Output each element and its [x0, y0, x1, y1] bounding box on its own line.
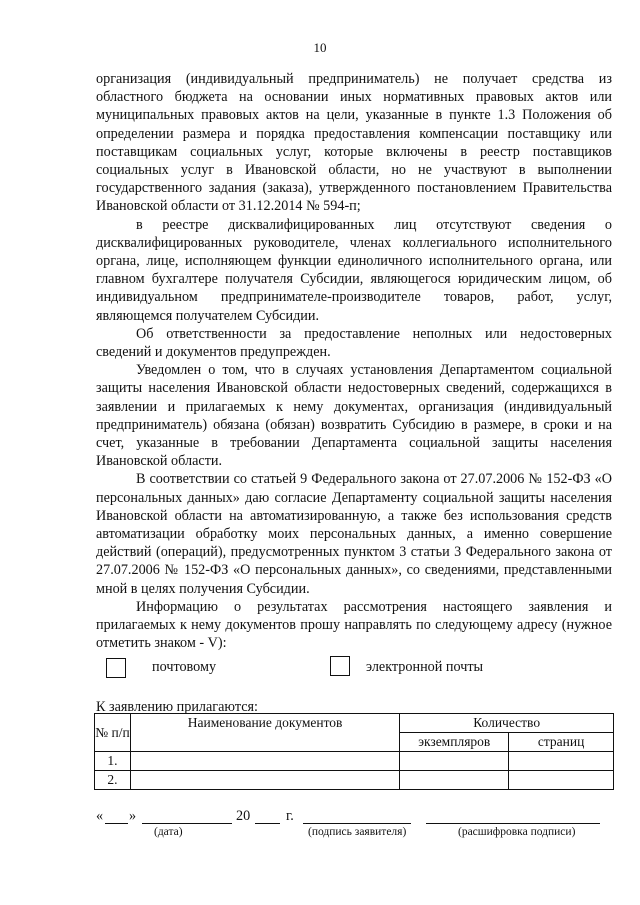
attachments-title: К заявлению прилагаются: — [96, 699, 258, 715]
signature-line — [96, 808, 612, 828]
attachments-table — [94, 713, 614, 790]
decode-blank[interactable] — [426, 823, 600, 824]
paragraph-delivery-request: Информацию о результатах рассмотрения настоящего заявления и прилагаемых к нему документов прошу направлять по следующему адресу (нужное отметить знаком - V): — [96, 598, 612, 652]
copies-cell[interactable] — [400, 771, 509, 790]
header-name: Наименование документов — [130, 714, 399, 752]
year-blank[interactable] — [255, 823, 280, 824]
paragraph-personal-data-consent: В соответствии со статьей 9 Федерального закона от 27.07.2006 № 152-ФЗ «О персональных данных» даю согласие Департаменту социальной защиты населения Ивановской области на автоматизированную, а также без использования средств автоматизации обработку моих персональных данных, а именно совершение действий (операций), предусмотренных пунктом 3 статьи 3 Федерального закона от 27.07.2006 № 152-ФЗ «О персональных данных», со сведениями, представленными мной в целях получения Субсидии. — [96, 471, 612, 597]
signature-blank[interactable] — [303, 823, 411, 824]
pages-cell[interactable] — [509, 752, 614, 771]
paragraph-responsibility: Об ответственности за предоставление неполных или недостоверных сведений и документов предупрежден. — [96, 325, 612, 361]
row-number: 1. — [95, 752, 131, 771]
pages-cell[interactable] — [509, 771, 614, 790]
signature-caption: (подпись заявителя) — [308, 826, 407, 838]
year-suffix: г. — [286, 808, 294, 824]
header-quantity: Количество — [400, 714, 614, 733]
row-number: 2. — [95, 771, 131, 790]
header-pages: страниц — [509, 733, 614, 752]
paragraph-funding-condition: организация (индивидуальный предприниматель) не получает средства из областного бюджета на основании иных нормативных правовых актов или муниципальных правовых актов на цели, указанные в пункте 1.3 Положения об определении размера и порядка предоставления компенсации поставщику или поставщикам социальных услуг, которые включены в реестр поставщиков социальных услуг в Ивановской области, но не участвуют в выполнении государственного задания (заказа), утвержденного постановлением Правительства Ивановской области от 31.12.2014 № 594-п; — [96, 71, 612, 215]
paragraph-refund-notice: Уведомлен о том, что в случаях установления Департаментом социальной защиты населения Ивановской области недостоверных сведений, содержащихся в заявлении и прилагаемых к нему документах, организация (индивидуальный предприниматель) обязана (обязан) возвратить Субсидию в размере, в сроки и на счет, указанные в требовании Департамента социальной защиты населения Ивановской области. — [96, 362, 612, 470]
date-caption: (дата) — [154, 826, 183, 838]
day-blank[interactable] — [105, 823, 128, 824]
table-row — [95, 752, 614, 771]
copies-cell[interactable] — [400, 752, 509, 771]
quote-close: » — [129, 808, 137, 824]
header-num: № п/п — [95, 714, 131, 752]
page-number: 10 — [313, 40, 327, 55]
paragraph-disqualified-registry: в реестре дисквалифицированных лиц отсутствуют сведения о дисквалифицированных руководителе, членах коллегиального исполнительного органа, лице, исполняющем функции единоличного исполнительного органа, или главном бухгалтере получателя Субсидии, являющегося юридическим лицом, об индивидуальном предпринимателе-производителе товаров, работ, услуг, являющемся получателем Субсидии. — [96, 216, 612, 324]
email-label: электронной почты — [366, 659, 484, 675]
year-prefix: 20 — [236, 808, 251, 824]
header-copies: экземпляров — [400, 733, 509, 752]
postal-checkbox[interactable] — [106, 658, 126, 678]
decode-caption: (расшифровка подписи) — [458, 826, 576, 838]
postal-label: почтовому — [152, 659, 217, 675]
quote-open: « — [96, 808, 104, 824]
table-row — [95, 771, 614, 790]
body-text — [96, 70, 612, 653]
email-checkbox[interactable] — [330, 656, 350, 676]
document-name-cell[interactable] — [130, 752, 399, 771]
delivery-options — [96, 656, 612, 686]
document-name-cell[interactable] — [130, 771, 399, 790]
month-blank[interactable] — [142, 823, 232, 824]
